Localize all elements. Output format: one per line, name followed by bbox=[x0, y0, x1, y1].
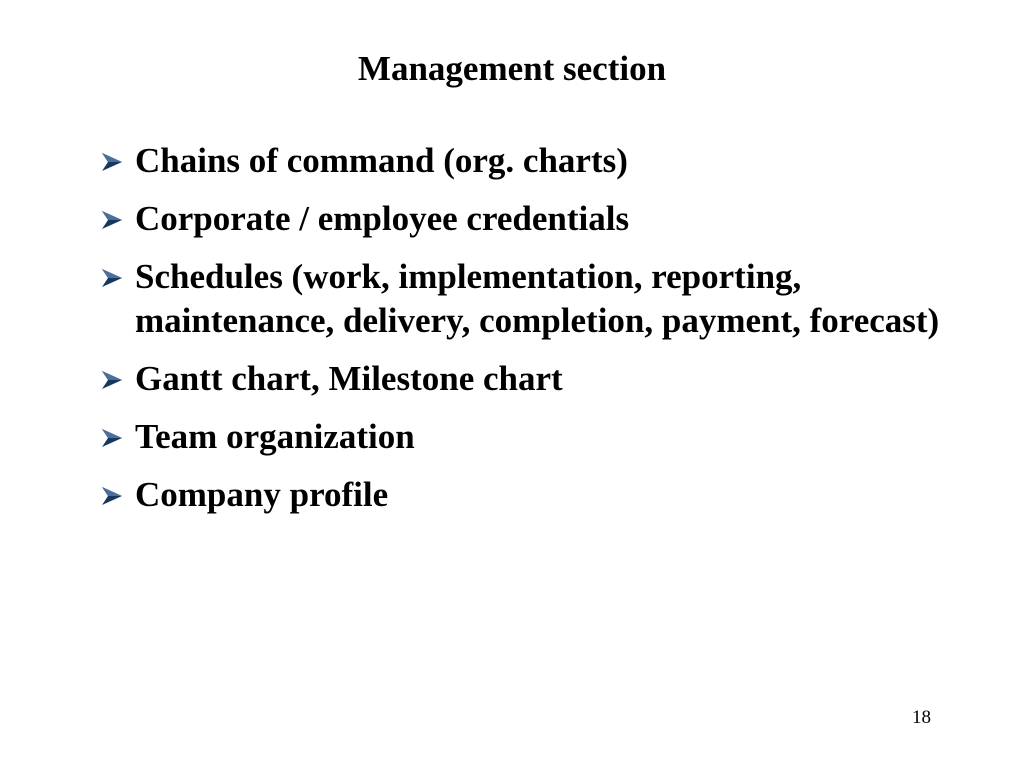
bullet-item bbox=[100, 415, 980, 459]
arrow-bullet-icon bbox=[100, 210, 124, 230]
bullet-text: Company profile bbox=[135, 475, 389, 514]
arrow-bullet-icon bbox=[100, 486, 124, 506]
bullet-text: Corporate / employee credentials bbox=[135, 199, 630, 238]
bullet-item bbox=[100, 255, 980, 343]
bullet-item bbox=[100, 357, 980, 401]
bullet-text: Schedules (work, implementation, reporting, maintenance, delivery, completion, payment, forecast) bbox=[135, 257, 940, 340]
bullet-text: Chains of command (org. charts) bbox=[135, 141, 628, 180]
arrow-bullet-icon bbox=[100, 370, 124, 390]
bullet-text: Gantt chart, Milestone chart bbox=[135, 359, 563, 398]
slide-title: Management section bbox=[357, 49, 667, 88]
bullet-item bbox=[100, 473, 980, 517]
bullet-item bbox=[100, 139, 980, 183]
arrow-bullet-icon bbox=[100, 152, 124, 172]
bullet-list bbox=[100, 139, 980, 531]
bullet-text: Team organization bbox=[135, 417, 415, 456]
arrow-bullet-icon bbox=[100, 428, 124, 448]
page-number: 18 bbox=[912, 707, 931, 728]
bullet-item bbox=[100, 197, 980, 241]
arrow-bullet-icon bbox=[100, 268, 124, 288]
